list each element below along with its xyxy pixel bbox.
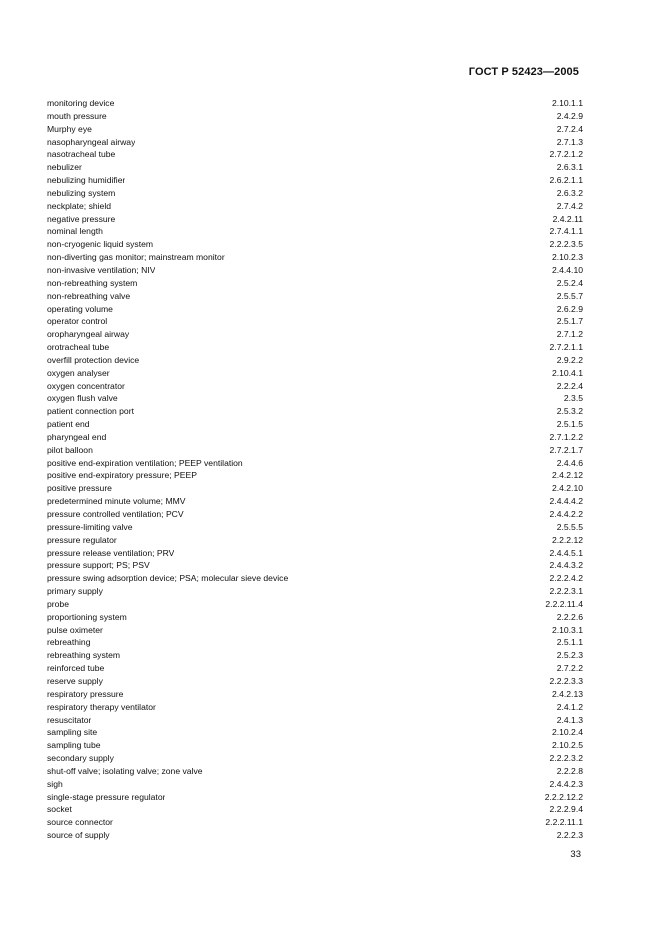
index-entry: [47, 482, 583, 495]
index-reference: 2.7.1.3: [556, 136, 583, 147]
index-entry: [47, 636, 583, 649]
index-reference: 2.4.1.2: [556, 701, 583, 712]
index-entry: [47, 161, 583, 174]
index-reference: 2.6.2.9: [556, 303, 583, 314]
index-reference: 2.10.3.1: [551, 624, 583, 635]
index-entry: [47, 200, 583, 213]
index-entry: [47, 778, 583, 791]
index-term: probe: [47, 598, 69, 609]
index-entry: [47, 367, 583, 380]
index-list: [47, 97, 583, 842]
index-term: oxygen analyser: [47, 367, 110, 378]
index-term: primary supply: [47, 586, 103, 597]
index-reference: 2.6.2.1.1: [549, 175, 583, 186]
index-entry: [47, 585, 583, 598]
index-reference: 2.5.3.2: [556, 406, 583, 417]
index-entry: [47, 444, 583, 457]
index-term: nominal length: [47, 226, 103, 237]
index-entry: [47, 136, 583, 149]
index-term: negative pressure: [47, 213, 116, 224]
index-reference: 2.7.4.2: [556, 200, 583, 211]
index-entry: [47, 354, 583, 367]
index-term: pressure controlled ventilation; PCV: [47, 509, 184, 519]
index-reference: 2.4.2.11: [552, 213, 583, 224]
index-entry: [47, 649, 583, 662]
index-entry: [47, 303, 583, 316]
index-entry: [47, 572, 583, 585]
index-reference: 2.5.2.3: [556, 650, 583, 661]
index-reference: 2.2.2.4.2: [549, 573, 583, 584]
index-reference: 2.7.2.1.7: [549, 444, 583, 455]
index-entry: [47, 123, 583, 136]
index-term: neckplate; shield: [47, 200, 112, 211]
document-header: ГОСТ Р 52423—2005: [468, 66, 579, 78]
index-term: nebulizer: [47, 162, 82, 173]
index-entry: [47, 611, 583, 624]
index-reference: 2.2.2.3.2: [549, 753, 583, 764]
index-reference: 2.9.2.2: [556, 354, 583, 365]
index-term: operating volume: [47, 303, 113, 314]
index-entry: [47, 148, 583, 161]
index-reference: 2.2.2.12.2: [544, 791, 583, 802]
index-term: non-rebreathing valve: [47, 290, 131, 301]
index-term: resuscitator: [47, 714, 92, 725]
index-reference: 2.2.2.11.1: [545, 817, 583, 828]
index-reference: 2.10.2.4: [551, 727, 583, 738]
index-entry: [47, 238, 583, 251]
index-reference: 2.6.3.1: [556, 162, 583, 173]
index-term: mouth pressure: [47, 110, 107, 121]
index-term: respiratory pressure: [47, 688, 124, 699]
index-entry: [47, 765, 583, 778]
index-reference: 2.2.2.9.4: [549, 804, 583, 815]
index-term: patient end: [47, 419, 90, 430]
index-term: positive end-expiratory pressure; PEEP: [47, 470, 197, 481]
index-entry: [47, 225, 583, 238]
index-entry: [47, 187, 583, 200]
index-term: predetermined minute volume; MMV: [47, 496, 186, 507]
index-reference: 2.2.2.8: [556, 765, 583, 776]
index-reference: 2.4.4.2.2: [549, 509, 583, 519]
index-term: pilot balloon: [47, 444, 93, 455]
index-entry: [47, 328, 583, 341]
index-reference: 2.10.2.5: [551, 740, 583, 751]
index-term: sampling site: [47, 727, 98, 738]
index-entry: [47, 315, 583, 328]
index-term: oxygen concentrator: [47, 380, 125, 391]
index-entry: [47, 495, 583, 508]
index-term: nebulizing system: [47, 187, 116, 198]
index-term: nasotracheal tube: [47, 149, 116, 160]
index-reference: 2.7.2.4: [556, 123, 583, 134]
index-reference: 2.5.1.7: [556, 316, 583, 327]
index-entry: [47, 547, 583, 560]
index-reference: 2.4.4.6: [556, 457, 583, 468]
index-term: rebreathing system: [47, 650, 121, 661]
index-term: pressure release ventilation; PRV: [47, 547, 175, 558]
index-reference: 2.7.2.1.1: [549, 342, 583, 353]
index-term: non-rebreathing system: [47, 277, 138, 288]
index-entry: [47, 431, 583, 444]
index-reference: 2.7.2.1.2: [549, 149, 583, 160]
index-reference: 2.10.2.3: [551, 252, 583, 263]
index-entry: [47, 469, 583, 482]
index-reference: 2.2.2.11.4: [545, 598, 583, 609]
index-entry: [47, 739, 583, 752]
index-entry: [47, 752, 583, 765]
index-reference: 2.7.4.1.1: [549, 226, 583, 237]
index-entry: [47, 559, 583, 572]
index-entry: [47, 534, 583, 547]
index-entry: [47, 380, 583, 393]
index-reference: 2.4.2.9: [556, 110, 583, 121]
index-reference: 2.2.2.3.5: [549, 239, 583, 250]
index-term: sigh: [47, 778, 63, 789]
index-entry: [47, 405, 583, 418]
page-number: 33: [570, 849, 581, 860]
index-entry: [47, 714, 583, 727]
index-entry: [47, 829, 583, 842]
index-term: shut-off valve; isolating valve; zone valve: [47, 765, 203, 776]
index-term: nebulizing humidifier: [47, 175, 126, 186]
index-term: orotracheal tube: [47, 342, 110, 353]
index-reference: 2.5.5.7: [556, 290, 583, 301]
index-term: pressure swing adsorption device; PSA; molecular sieve device: [47, 573, 289, 584]
index-reference: 2.4.4.2.3: [549, 778, 583, 789]
index-term: single-stage pressure regulator: [47, 791, 166, 802]
index-term: respiratory therapy ventilator: [47, 701, 156, 712]
index-reference: 2.4.2.10: [551, 483, 583, 494]
index-entry: [47, 508, 583, 521]
index-reference: 2.2.2.12: [551, 534, 583, 545]
index-entry: [47, 110, 583, 123]
index-entry: [47, 341, 583, 354]
index-reference: 2.7.1.2.2: [549, 431, 583, 442]
index-reference: 2.2.2.4: [556, 380, 583, 391]
index-entry: [47, 97, 583, 110]
index-entry: [47, 174, 583, 187]
index-reference: 2.4.4.10: [551, 264, 583, 275]
index-reference: 2.4.2.13: [551, 688, 583, 699]
index-term: nasopharyngeal airway: [47, 136, 136, 147]
index-entry: [47, 521, 583, 534]
index-reference: 2.7.1.2: [556, 329, 583, 340]
index-entry: [47, 816, 583, 829]
index-term: reserve supply: [47, 675, 103, 686]
index-term: overfill protection device: [47, 354, 140, 365]
index-entry: [47, 277, 583, 290]
index-reference: 2.10.4.1: [551, 367, 583, 378]
index-reference: 2.2.2.6: [556, 611, 583, 622]
index-reference: 2.2.2.3.3: [549, 675, 583, 686]
index-reference: 2.6.3.2: [556, 187, 583, 198]
index-term: pulse oximeter: [47, 624, 103, 635]
index-term: positive pressure: [47, 483, 112, 494]
index-entry: [47, 688, 583, 701]
index-reference: 2.4.2.12: [551, 470, 583, 481]
index-reference: 2.5.2.4: [556, 277, 583, 288]
index-term: patient connection port: [47, 406, 134, 417]
index-term: positive end-expiration ventilation; PEEP ventilation: [47, 457, 243, 468]
index-reference: 2.4.4.4.2: [549, 496, 583, 507]
index-entry: [47, 213, 583, 226]
index-entry: [47, 251, 583, 264]
index-reference: 2.7.2.2: [556, 663, 583, 674]
index-entry: [47, 791, 583, 804]
index-term: non-diverting gas monitor; mainstream monitor: [47, 252, 225, 263]
index-term: non-cryogenic liquid system: [47, 239, 154, 250]
index-entry: [47, 726, 583, 739]
index-reference: 2.4.4.5.1: [549, 547, 583, 558]
index-entry: [47, 624, 583, 637]
index-term: reinforced tube: [47, 663, 105, 674]
index-entry: [47, 598, 583, 611]
index-term: pharyngeal end: [47, 431, 107, 442]
index-term: secondary supply: [47, 753, 114, 764]
index-entry: [47, 675, 583, 688]
index-term: pressure support; PS; PSV: [47, 560, 150, 571]
index-entry: [47, 290, 583, 303]
index-reference: 2.4.4.3.2: [549, 560, 583, 571]
index-term: pressure-limiting valve: [47, 521, 133, 532]
index-term: non-invasive ventilation; NIV: [47, 264, 156, 275]
index-reference: 2.3.5: [563, 393, 583, 404]
index-reference: 2.10.1.1: [551, 98, 583, 108]
index-term: oropharyngeal airway: [47, 329, 130, 340]
index-reference: 2.4.1.3: [556, 714, 583, 725]
index-term: operator control: [47, 316, 108, 327]
index-entry: [47, 264, 583, 277]
index-reference: 2.5.5.5: [556, 521, 583, 532]
index-entry: [47, 803, 583, 816]
index-term: rebreathing: [47, 637, 91, 648]
index-term: sampling tube: [47, 740, 101, 751]
index-reference: 2.2.2.3.1: [549, 586, 583, 597]
index-entry: [47, 457, 583, 470]
index-term: source of supply: [47, 830, 110, 841]
index-reference: 2.2.2.3: [556, 830, 583, 841]
index-term: pressure regulator: [47, 534, 117, 545]
index-entry: [47, 662, 583, 675]
index-term: Murphy eye: [47, 123, 92, 134]
index-entry: [47, 418, 583, 431]
index-entry: [47, 392, 583, 405]
index-entry: [47, 701, 583, 714]
index-term: source connector: [47, 817, 113, 828]
index-term: oxygen flush valve: [47, 393, 118, 404]
index-reference: 2.5.1.1: [556, 637, 583, 648]
index-reference: 2.5.1.5: [556, 419, 583, 430]
index-term: monitoring device: [47, 98, 115, 108]
index-term: proportioning system: [47, 611, 127, 622]
index-term: socket: [47, 804, 72, 815]
